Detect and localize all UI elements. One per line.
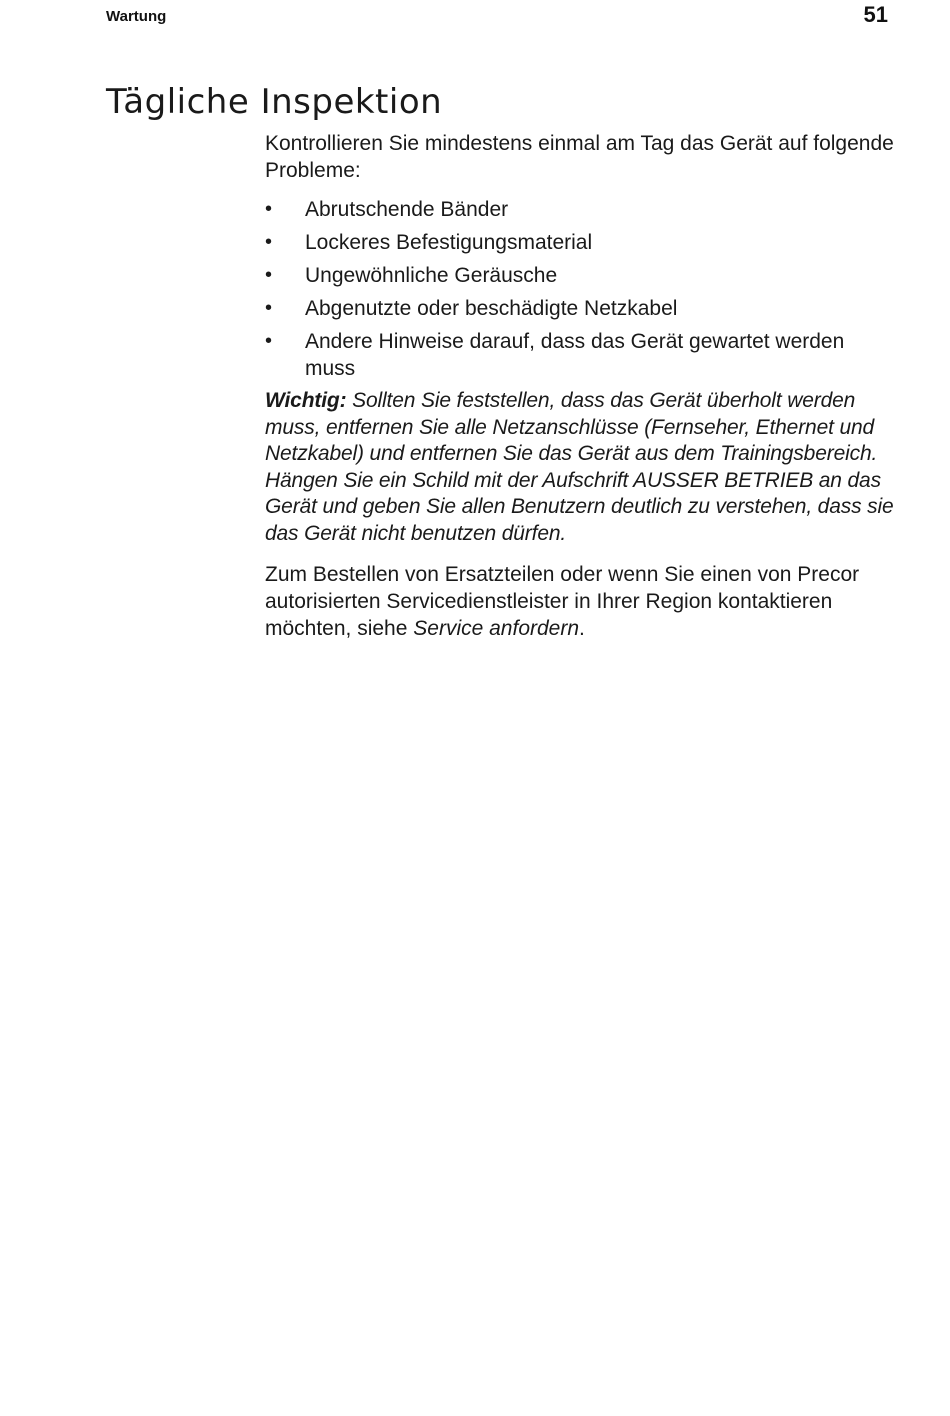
service-reference-link[interactable]: Service anfordern — [413, 617, 580, 640]
running-header-section: Wartung — [106, 8, 167, 25]
bullet-icon: • — [265, 264, 273, 286]
important-label: Wichtig: — [265, 389, 347, 412]
bullet-icon: • — [265, 330, 273, 352]
page-number: 51 — [863, 2, 888, 27]
important-note — [265, 388, 895, 547]
service-paragraph — [265, 561, 895, 642]
intro-paragraph: Kontrollieren Sie mindestens einmal am Tag das Gerät auf folgende Probleme: — [265, 132, 894, 182]
bullet-icon: • — [265, 231, 273, 253]
list-item-text: Andere Hinweise darauf, dass das Gerät gewartet werden muss — [305, 330, 845, 380]
bullet-icon: • — [265, 198, 273, 220]
list-item-text: Lockeres Befestigungsmaterial — [305, 231, 593, 254]
important-text: Sollten Sie feststellen, dass das Gerät überholt werden muss, entfernen Sie alle Netzanschlüsse (Fernseher, Ethernet und Netzkabel) und entfernen Sie das Gerät aus dem Trainingsbereich. Hängen Sie ein Schild mit der Aufschrift AUSSER BETRIEB an das Gerät und geben Sie allen Benutzern deutlich zu verstehen, dass sie das Gerät nicht benutzen dürfen. — [265, 389, 894, 545]
problem-list — [265, 196, 895, 382]
list-item — [265, 262, 895, 289]
list-item-text: Abgenutzte oder beschädigte Netzkabel — [305, 297, 678, 320]
list-item — [265, 229, 895, 256]
service-text: Zum Bestellen von Ersatzteilen oder wenn Sie einen von Precor autorisierten Servicedienstleister in Ihrer Region kontaktieren möchten, siehe — [265, 563, 860, 640]
bullet-icon: • — [265, 297, 273, 319]
list-item — [265, 328, 895, 382]
list-item-text: Abrutschende Bänder — [305, 198, 509, 221]
service-text-end: . — [579, 617, 585, 640]
list-item — [265, 295, 895, 322]
main-content — [265, 130, 895, 642]
page-title: Tägliche Inspektion — [106, 82, 443, 122]
list-item — [265, 196, 895, 223]
list-item-text: Ungewöhnliche Geräusche — [305, 264, 558, 287]
